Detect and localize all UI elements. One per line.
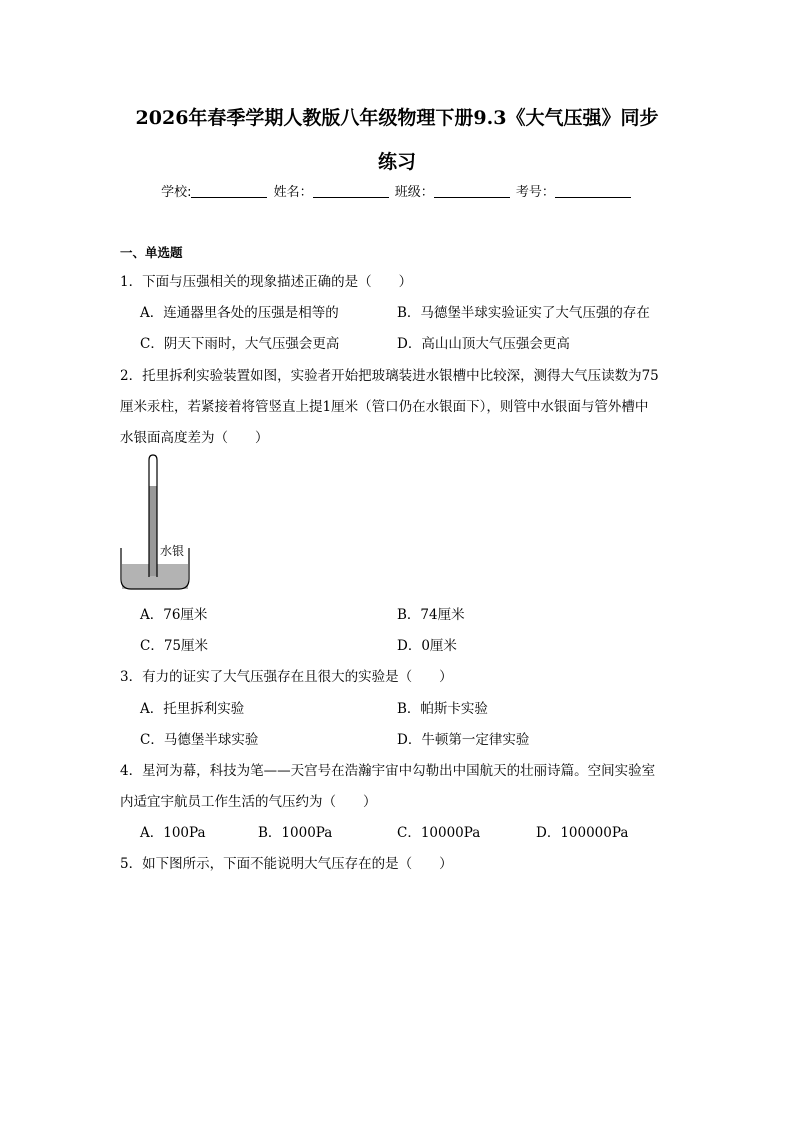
q4-option-c: C．10000Pa bbox=[397, 825, 481, 841]
q3-option-b: B．帕斯卡实验 bbox=[397, 701, 488, 717]
q4-option-b: B．1000Pa bbox=[258, 825, 333, 841]
student-info-row bbox=[0, 181, 794, 200]
school-blank[interactable] bbox=[191, 185, 267, 198]
q1-stem: 1．下面与压强相关的现象描述正确的是（ ） bbox=[120, 274, 413, 290]
q2-option-d: D．0厘米 bbox=[397, 638, 457, 654]
q4-option-a: A．100Pa bbox=[140, 825, 206, 841]
q3-option-d: D．牛顿第一定律实验 bbox=[397, 732, 530, 748]
q1-option-c: C．阴天下雨时，大气压强会更高 bbox=[140, 336, 340, 352]
mercury-label: 水银 bbox=[160, 544, 185, 558]
name-blank[interactable] bbox=[313, 185, 389, 198]
class-label: 班级： bbox=[394, 185, 434, 200]
q1-option-a: A．连通器里各处的压强是相等的 bbox=[140, 305, 339, 321]
exam-number-label: 考号： bbox=[515, 185, 555, 200]
q4-option-d: D．100000Pa bbox=[536, 825, 629, 841]
school-label: 学校: bbox=[161, 185, 192, 200]
section-heading: 一、单选题 bbox=[120, 245, 183, 260]
torricelli-figure bbox=[118, 452, 194, 592]
q2-stem-line2: 厘米汞柱，若紧接着将管竖直上提1厘米（管口仍在水银面下），则管中水银面与管外槽中 bbox=[120, 399, 649, 415]
q1-option-b: B．马德堡半球实验证实了大气压强的存在 bbox=[397, 305, 650, 321]
q3-stem: 3．有力的证实了大气压强存在且很大的实验是（ ） bbox=[120, 669, 453, 685]
q4-stem-line2: 内适宜宇航员工作生活的气压约为（ ） bbox=[120, 794, 377, 810]
document-title-continued: 练习 bbox=[377, 151, 416, 173]
exam-number-blank[interactable] bbox=[555, 185, 631, 198]
tube-mercury bbox=[150, 486, 157, 576]
q5-stem: 5．如下图所示，下面不能说明大气压存在的是（ ） bbox=[120, 856, 453, 872]
class-blank[interactable] bbox=[434, 185, 510, 198]
q2-stem-line1: 2．托里拆利实验装置如图，实验者开始把玻璃装进水银槽中比较深，测得大气压读数为75 bbox=[120, 368, 659, 384]
q2-stem-line3: 水银面高度差为（ ） bbox=[120, 430, 269, 446]
q3-option-c: C．马德堡半球实验 bbox=[140, 732, 259, 748]
q1-option-d: D．高山山顶大气压强会更高 bbox=[397, 336, 570, 352]
document-title: 2026年春季学期人教版八年级物理下册9.3《大气压强》同步 bbox=[135, 107, 659, 129]
q2-option-b: B．74厘米 bbox=[397, 607, 465, 623]
name-label: 姓名： bbox=[273, 185, 313, 200]
q2-option-a: A．76厘米 bbox=[140, 607, 208, 623]
q4-stem-line1: 4．星河为幕，科技为笔——天宫号在浩瀚宇宙中勾勒出中国航天的壮丽诗篇。空间实验室 bbox=[120, 763, 656, 779]
q2-option-c: C．75厘米 bbox=[140, 638, 209, 654]
q3-option-a: A．托里拆利实验 bbox=[140, 701, 245, 717]
